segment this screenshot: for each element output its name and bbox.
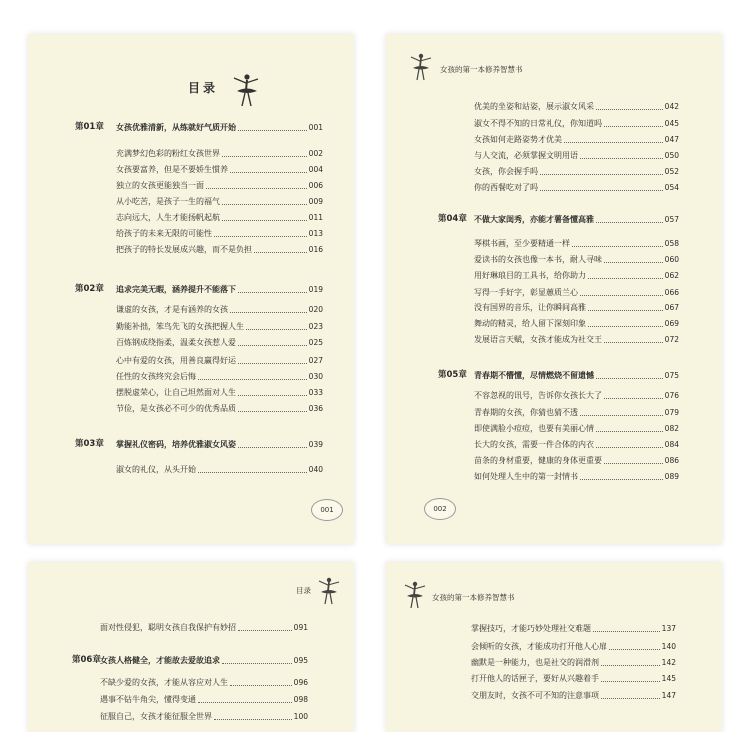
entry-title: 女孩，你会握手吗: [474, 167, 538, 176]
page-ref: 006: [308, 181, 323, 190]
page-ref: 100: [293, 712, 308, 721]
toc-entry: [474, 302, 679, 313]
toc-entry: [116, 321, 323, 332]
toc-entry: [471, 673, 676, 684]
chapter-number: 第01章: [75, 122, 104, 132]
chapter-title: 女孩人格健全，才能故去爱故追求: [100, 656, 220, 665]
page-ref: 036: [308, 404, 323, 413]
page-ref: 011: [308, 213, 323, 222]
chapter-number: 第06章: [72, 655, 101, 665]
toc-entry: [116, 337, 323, 348]
page-ref: 142: [661, 658, 676, 667]
dot-leader: [238, 130, 307, 131]
dot-leader: [254, 252, 307, 253]
entry-title: 女孩要富养，但是不要娇生惯养: [116, 165, 228, 174]
dot-leader: [198, 472, 307, 473]
toc-entry: [474, 334, 679, 345]
ballerina-icon: [408, 52, 434, 82]
entry-title: 谦虚的女孩，才是有涵养的女孩: [116, 305, 228, 314]
dot-leader: [580, 479, 663, 480]
page-ref: 019: [308, 285, 323, 294]
entry-title: 你的西餐吃对了吗: [474, 183, 538, 192]
entry-title: 面对性侵犯，聪明女孩自我保护有妙招: [100, 623, 236, 632]
toc-entry: [474, 423, 679, 434]
page-ref: 082: [664, 424, 679, 433]
dot-leader: [601, 698, 660, 699]
toc-entry: [116, 244, 323, 255]
entry-title: 长大的女孩，需要一件合体的内衣: [474, 440, 594, 449]
entry-title: 独立的女孩更能独当一面: [116, 181, 204, 190]
toc-entry: [474, 318, 679, 329]
dot-leader: [214, 719, 292, 720]
entry-title: 舞动的精灵，给人留下深刻印象: [474, 319, 586, 328]
dot-leader: [230, 685, 292, 686]
dot-leader: [238, 395, 307, 396]
ballerina-icon: [316, 576, 342, 606]
entry-title: 优美的坐姿和站姿，展示淑女风采: [474, 102, 594, 111]
page-ref: 137: [661, 624, 676, 633]
page-ref: 027: [308, 356, 323, 365]
entry-title: 摆脱虚荣心，让自己坦然面对人生: [116, 388, 236, 397]
entry-title: 勤能补拙，笨鸟先飞的女孩把握人生: [116, 322, 244, 331]
page-ref: 079: [664, 408, 679, 417]
page-ref: 030: [308, 372, 323, 381]
page-ref: 009: [308, 197, 323, 206]
page-ref: 052: [664, 167, 679, 176]
page-ref: 042: [664, 102, 679, 111]
dot-leader: [222, 156, 307, 157]
dot-leader: [601, 681, 660, 682]
dot-leader: [588, 278, 663, 279]
chapter-number: 第04章: [438, 214, 467, 224]
chapter-entry: [72, 655, 308, 666]
page-ref: 058: [664, 239, 679, 248]
page-ref: 145: [661, 674, 676, 683]
toc-entry: [474, 471, 679, 482]
dot-leader: [540, 190, 663, 191]
entry-title: 爱读书的女孩也像一本书，耐人寻味: [474, 255, 602, 264]
page-ref: 062: [664, 271, 679, 280]
toc-entry: [474, 238, 679, 249]
toc-entry: [116, 164, 323, 175]
chapter-title: 不做大家闺秀，亦能才薯备懂高雅: [474, 215, 594, 224]
toc-entry: [116, 212, 323, 223]
toc-entry: [116, 228, 323, 239]
dot-leader: [206, 188, 307, 189]
page-ref: 091: [293, 623, 308, 632]
dot-leader: [580, 158, 663, 159]
entry-title: 女孩如何走路姿势才优美: [474, 135, 562, 144]
entry-title: 百炼钢成绕指柔，温柔女孩惹人爱: [116, 338, 236, 347]
chapter-number: 第03章: [75, 439, 104, 449]
running-header: 目录: [296, 586, 311, 595]
toc-entry: [474, 166, 679, 177]
page-ref: 054: [664, 183, 679, 192]
entry-title: 如何处理人生中的第一封情书: [474, 472, 578, 481]
toc-entry: [471, 641, 676, 652]
dot-leader: [596, 222, 663, 223]
dot-leader: [593, 631, 660, 632]
chapter-entry: [75, 439, 323, 450]
entry-title: 没有国界的音乐，让你瞬间高雅: [474, 303, 586, 312]
ballerina-icon: [230, 72, 264, 108]
entry-title: 志向远大，人生才能扬帆起航: [116, 213, 220, 222]
dot-leader: [604, 342, 663, 343]
entry-title: 淑女不得不知的日常礼仪，你知道吗: [474, 119, 602, 128]
dot-leader: [540, 174, 663, 175]
ballerina-icon: [402, 580, 428, 610]
dot-leader: [604, 126, 663, 127]
toc-entry: [474, 134, 679, 145]
page-ref: 047: [664, 135, 679, 144]
page-ref: 076: [664, 391, 679, 400]
toc-entry: [116, 355, 323, 366]
page-ref: 040: [308, 465, 323, 474]
dot-leader: [604, 398, 663, 399]
toc-entry: [474, 287, 679, 298]
dot-leader: [609, 649, 660, 650]
dot-leader: [222, 663, 292, 664]
page-ref: 066: [664, 288, 679, 297]
page-ref: 020: [308, 305, 323, 314]
chapter-entry: [75, 284, 323, 295]
entry-title: 苗条的身材重要，健康的身体更重要: [474, 456, 602, 465]
chapter-title: 青春期不懵懂，尽情燃烧不留遗憾: [474, 371, 594, 380]
dot-leader: [588, 310, 663, 311]
toc-entry: [471, 623, 676, 634]
dot-leader: [238, 411, 307, 412]
toc-entry: [474, 407, 679, 418]
page-ref: 147: [661, 691, 676, 700]
dot-leader: [596, 109, 663, 110]
page-ref: 075: [664, 371, 679, 380]
toc-entry: [116, 403, 323, 414]
toc-entry: [100, 677, 308, 688]
page-ref: 001: [308, 123, 323, 132]
dot-leader: [588, 326, 663, 327]
dot-leader: [601, 665, 660, 666]
toc-entry: [474, 270, 679, 281]
running-header: 女孩的第一本修养智慧书: [432, 593, 515, 602]
page-ref: 060: [664, 255, 679, 264]
page-ref: 072: [664, 335, 679, 344]
chapter-entry: [438, 370, 679, 381]
dot-leader: [596, 447, 663, 448]
entry-title: 青春期的女孩，你猜也猜不透: [474, 408, 578, 417]
page-ref: 016: [308, 245, 323, 254]
entry-title: 不容忽视的讯号，告诉你女孩长大了: [474, 391, 602, 400]
toc-entry: [116, 180, 323, 191]
chapter-number: 第05章: [438, 370, 467, 380]
toc-entry: [116, 148, 323, 159]
chapter-entry: [438, 214, 679, 225]
dot-leader: [580, 295, 663, 296]
page-ref: 033: [308, 388, 323, 397]
dot-leader: [238, 447, 307, 448]
dot-leader: [580, 415, 663, 416]
toc-entry: [474, 118, 679, 129]
page-number-badge: 002: [424, 498, 456, 520]
entry-title: 遇事不钻牛角尖，懂得变通: [100, 695, 196, 704]
toc-entry: [116, 371, 323, 382]
toc-entry: [116, 387, 323, 398]
dot-leader: [198, 702, 292, 703]
toc-entry: [116, 196, 323, 207]
entry-title: 淑女的礼仪，从头开始: [116, 465, 196, 474]
entry-title: 打开他人的话匣子，要好从兴趣着手: [471, 674, 599, 683]
page-ref: 050: [664, 151, 679, 160]
running-header: 女孩的第一本修养智慧书: [440, 65, 523, 74]
entry-title: 发展语言天赋，女孩才能成为社交王: [474, 335, 602, 344]
entry-title: 从小吃苦，是孩子一生的福气: [116, 197, 220, 206]
page-ref: 140: [661, 642, 676, 651]
entry-title: 琴棋书画，至少要精通一样: [474, 239, 570, 248]
page-ref: 095: [293, 656, 308, 665]
book-page-2: [386, 34, 722, 544]
page-ref: 025: [308, 338, 323, 347]
entry-title: 幽默是一种能力，也是社交的润滑剂: [471, 658, 599, 667]
book-page-4: [386, 562, 722, 732]
chapter-number: 第02章: [75, 284, 104, 294]
dot-leader: [238, 363, 307, 364]
page-ref: 067: [664, 303, 679, 312]
page-ref: 086: [664, 456, 679, 465]
page-ref: 069: [664, 319, 679, 328]
entry-title: 写得一手好字，彰显蕙质兰心: [474, 288, 578, 297]
entry-title: 节俭，是女孩必不可少的优秀品质: [116, 404, 236, 413]
dot-leader: [238, 630, 292, 631]
toc-entry: [474, 101, 679, 112]
page-ref: 004: [308, 165, 323, 174]
toc-entry: [471, 657, 676, 668]
dot-leader: [604, 463, 663, 464]
dot-leader: [604, 262, 663, 263]
dot-leader: [230, 312, 307, 313]
dot-leader: [246, 329, 307, 330]
dot-leader: [198, 379, 307, 380]
entry-title: 不缺少爱的女孩，才能从容应对人生: [100, 678, 228, 687]
entry-title: 用好琳琅目的工具书，给你助力: [474, 271, 586, 280]
page-ref: 039: [308, 440, 323, 449]
dot-leader: [572, 246, 663, 247]
page-ref: 002: [308, 149, 323, 158]
entry-title: 掌握技巧，才能巧妙处理社交难题: [471, 624, 591, 633]
page-ref: 098: [293, 695, 308, 704]
page-ref: 057: [664, 215, 679, 224]
chapter-title: 女孩优雅清新，从练就好气质开始: [116, 123, 236, 132]
page-ref: 013: [308, 229, 323, 238]
chapter-title: 掌握礼仪密码，培养优雅淑女风姿: [116, 440, 236, 449]
toc-title: 目录: [188, 81, 219, 95]
toc-entry: [100, 711, 308, 722]
toc-entry: [471, 690, 676, 701]
dot-leader: [564, 142, 663, 143]
dot-leader: [222, 220, 307, 221]
entry-title: 给孩子的未来无限的可能性: [116, 229, 212, 238]
toc-entry: [116, 464, 323, 475]
toc-entry: [116, 304, 323, 315]
dot-leader: [238, 345, 307, 346]
entry-title: 充满梦幻色彩的粉红女孩世界: [116, 149, 220, 158]
dot-leader: [214, 236, 307, 237]
entry-title: 把孩子的特长发展成兴趣，而不是负担: [116, 245, 252, 254]
toc-entry: [474, 390, 679, 401]
chapter-entry: [75, 122, 323, 133]
toc-entry: [474, 455, 679, 466]
toc-entry: [474, 182, 679, 193]
dot-leader: [596, 431, 663, 432]
book-page-1: [28, 34, 354, 544]
entry-title: 即使满脸小痘痘，也要有美丽心情: [474, 424, 594, 433]
dot-leader: [230, 172, 307, 173]
entry-title: 会倾听的女孩，才能成功打开他人心扉: [471, 642, 607, 651]
dot-leader: [222, 204, 307, 205]
page-ref: 023: [308, 322, 323, 331]
page-ref: 096: [293, 678, 308, 687]
toc-entry: [100, 622, 308, 633]
book-page-3: [28, 562, 354, 732]
dot-leader: [238, 292, 307, 293]
page-ref: 045: [664, 119, 679, 128]
toc-entry: [474, 439, 679, 450]
entry-title: 与人交流，必须掌握文明用语: [474, 151, 578, 160]
page-number-badge: 001: [311, 499, 343, 521]
page-ref: 084: [664, 440, 679, 449]
chapter-title: 追求完美无暇，涵养提升不能落下: [116, 285, 236, 294]
toc-entry: [474, 254, 679, 265]
toc-entry: [100, 694, 308, 705]
entry-title: 征服自己，女孩才能征服全世界: [100, 712, 212, 721]
entry-title: 心中有爱的女孩，用善良赢得好运: [116, 356, 236, 365]
entry-title: 任性的女孩终究会后悔: [116, 372, 196, 381]
dot-leader: [596, 378, 663, 379]
toc-entry: [474, 150, 679, 161]
entry-title: 交朋友时，女孩不可不知的注意事项: [471, 691, 599, 700]
page-ref: 089: [664, 472, 679, 481]
